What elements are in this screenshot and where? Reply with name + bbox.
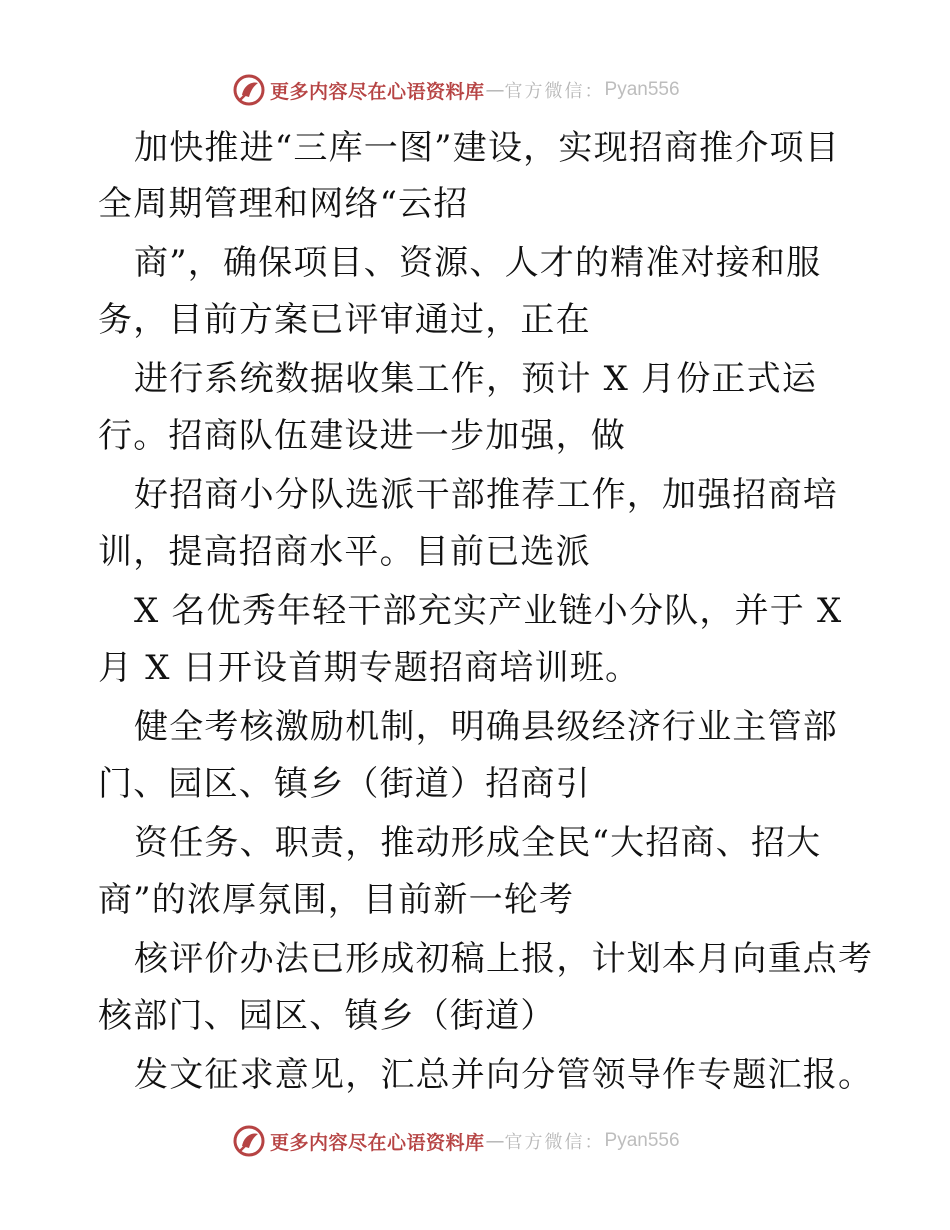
text-line: 健全考核激励机制，明确县级经济行业主管部	[134, 707, 838, 747]
watermark-separator: —	[485, 79, 505, 101]
text-line: 商”，确保项目、资源、人才的精准对接和服	[134, 243, 822, 283]
brand-logo-icon	[232, 73, 266, 107]
text-line: X 名优秀年轻干部充实产业链小分队，并于 X	[134, 591, 843, 631]
text-line: 务，目前方案已评审通过，正在	[98, 300, 591, 340]
header-watermark	[232, 73, 680, 107]
text-line: 好招商小分队选派干部推荐工作，加强招商培	[134, 475, 838, 515]
text-line: 核部门、园区、镇乡（街道）	[98, 996, 556, 1036]
text-line: 行。招商队伍建设进一步加强，做	[98, 416, 626, 456]
text-line: 资任务、职责，推动形成全民“大招商、招大	[134, 823, 822, 863]
watermark-wechat-id: Pyan556	[604, 79, 680, 100]
text-line: 核评价办法已形成初稿上报，计划本月向重点考	[134, 939, 874, 979]
text-line: 商”的浓厚氛围，目前新一轮考	[98, 880, 575, 920]
text-line: 门、园区、镇乡（街道）招商引	[98, 764, 591, 804]
footer-watermark	[232, 1124, 680, 1158]
text-line: 月 X 日开设首期专题招商培训班。	[98, 648, 641, 688]
text-line: 发文征求意见，汇总并向分管领导作专题汇报。	[134, 1055, 874, 1095]
text-line: 加快推进“三库一图”建设，实现招商推介项目	[134, 128, 840, 168]
text-line: 进行系统数据收集工作，预计 X 月份正式运	[134, 359, 818, 399]
watermark-wechat-label: 官方微信：	[504, 81, 605, 102]
watermark-site-text: 更多内容尽在心语资料库	[270, 80, 485, 103]
brand-logo-icon	[232, 1124, 266, 1158]
watermark-wechat-id: Pyan556	[604, 1130, 680, 1151]
watermark-site-text: 更多内容尽在心语资料库	[270, 1131, 485, 1154]
text-line: 训，提高招商水平。目前已选派	[98, 532, 591, 572]
watermark-separator: —	[485, 1130, 505, 1152]
text-line: 全周期管理和网络“云招	[98, 184, 469, 224]
watermark-wechat-label: 官方微信：	[504, 1132, 605, 1153]
